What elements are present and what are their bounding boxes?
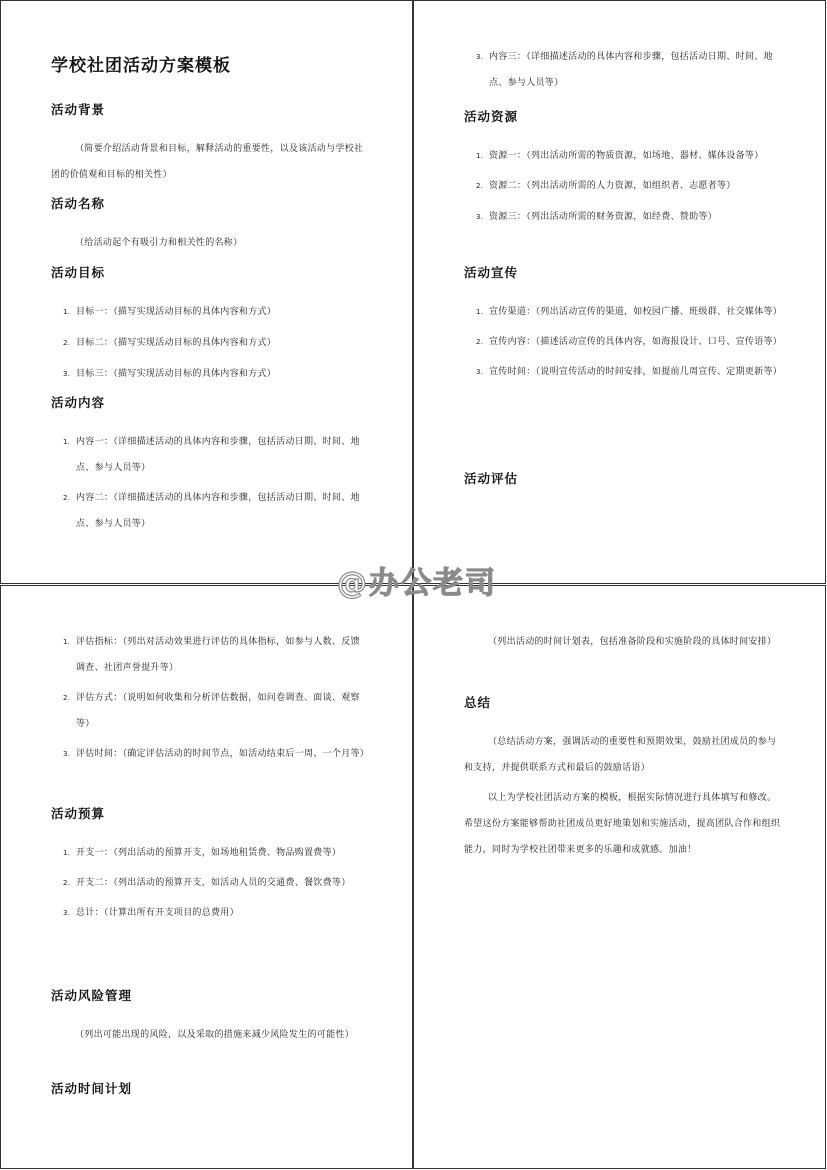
list-text: 内容三：（详细描述活动的具体内容和步骤，包括活动日期、时间、地点、参与人员等）: [489, 52, 773, 88]
list-item: [51, 900, 368, 926]
document-title: 学校社团活动方案模板: [51, 56, 231, 76]
list-number: 3.: [63, 370, 71, 378]
list-text: 目标二：（描写实现活动目标的具体内容和方式）: [76, 338, 277, 348]
list-item: [51, 485, 368, 537]
list-text: 宣传时间：（说明宣传活动的时间安排，如提前几周宣传、定期更新等）: [489, 367, 783, 377]
document-title-block: [51, 51, 368, 76]
section-schedule-cont: [464, 629, 781, 655]
list-item: [51, 361, 368, 387]
list-number: 2.: [63, 879, 71, 887]
list-item: [51, 685, 368, 737]
list-number: 3.: [476, 213, 484, 221]
list-item: [464, 173, 781, 199]
list-number: 1.: [63, 638, 71, 646]
risk-text: （列出可能出现的风险，以及采取的措施来减少风险发生的可能性）: [75, 1030, 355, 1040]
section-schedule: [51, 1079, 368, 1097]
list-item: [464, 44, 781, 96]
list-text: 资源一：（列出活动所需的物质资源，如场地、器材、媒体设备等）: [489, 151, 764, 161]
list-item: [51, 840, 368, 866]
list-number: 2.: [63, 694, 71, 702]
list-number: 2.: [63, 494, 71, 502]
name-text: （给活动起个有吸引力和相关性的名称）: [75, 238, 243, 248]
page-3: [0, 585, 413, 1169]
list-item: [464, 143, 781, 169]
list-number: 2.: [476, 182, 484, 190]
list-number: 2.: [476, 338, 484, 346]
list-text: 宣传内容：（描述活动宣传的具体内容，如海报设计、口号、宣传语等）: [489, 337, 783, 347]
list-text: 目标三：（描写实现活动目标的具体内容和方式）: [76, 369, 277, 379]
list-item: [51, 870, 368, 896]
section-evaluation: [464, 469, 781, 487]
heading-budget: 活动预算: [51, 806, 106, 821]
list-text: 评估方式：（说明如何收集和分析评估数据，如问卷调查、面谈、观察等）: [76, 693, 360, 729]
heading-name: 活动名称: [51, 196, 106, 211]
background-text: （简要介绍活动背景和目标，解释活动的重要性，以及该活动与学校社团的价值观和目标的相关性）: [51, 144, 364, 180]
heading-content: 活动内容: [51, 395, 106, 410]
list-item: [464, 299, 781, 325]
list-text: 目标一：（描写实现活动目标的具体内容和方式）: [76, 307, 277, 317]
list-text: 评估时间：（确定评估活动的时间节点，如活动结束后一周、一个月等）: [76, 749, 370, 759]
list-item: [51, 299, 368, 325]
list-number: 1.: [63, 849, 71, 857]
list-item: [464, 359, 781, 385]
page-4: [413, 585, 826, 1169]
watermark-logo: @办公老司: [337, 566, 497, 601]
list-item: [51, 330, 368, 356]
list-text: 资源二：（列出活动所需的人力资源，如组织者、志愿者等）: [489, 181, 736, 191]
list-text: 总计：（计算出所有开支项目的总费用）: [76, 908, 239, 918]
section-content-cont: [464, 44, 781, 96]
section-name: [51, 194, 368, 256]
section-promotion: [464, 263, 781, 385]
list-text: 内容二：（详细描述活动的具体内容和步骤，包括活动日期、时间、地点、参与人员等）: [76, 493, 360, 529]
section-resources: [464, 107, 781, 230]
heading-schedule: 活动时间计划: [51, 1081, 133, 1096]
list-text: 内容一：（详细描述活动的具体内容和步骤，包括活动日期、时间、地点、参与人员等）: [76, 437, 360, 473]
list-number: 1.: [476, 308, 484, 316]
page-2: [413, 0, 826, 584]
list-number: 3.: [63, 909, 71, 917]
section-background: [51, 100, 368, 188]
heading-background: 活动背景: [51, 102, 106, 117]
list-item: [464, 329, 781, 355]
section-summary: [464, 693, 781, 863]
list-item: [51, 741, 368, 767]
heading-evaluation: 活动评估: [464, 471, 519, 486]
list-text: 开支二：（列出活动的预算开支，如活动人员的交通费、餐饮费等）: [76, 878, 351, 888]
heading-goals: 活动目标: [51, 265, 106, 280]
list-number: 1.: [63, 438, 71, 446]
list-number: 3.: [476, 53, 484, 61]
list-item: [51, 429, 368, 481]
section-goals: [51, 263, 368, 387]
section-budget: [51, 804, 368, 926]
list-number: 1.: [476, 152, 484, 160]
closing-text: 以上为学校社团活动方案的模板，根据实际情况进行具体填写和修改。希望这份方案能够帮助社团成员更好地策划和实施活动，提高团队合作和组织能力，同时为学校社团带来更多的乐趣和成就感。加油！: [464, 793, 781, 855]
summary-text: （总结活动方案，强调活动的重要性和预期效果，鼓励社团成员的参与和支持，并提供联系方式和最后的鼓励话语）: [464, 737, 777, 773]
page-1: [0, 0, 413, 584]
list-number: 1.: [63, 308, 71, 316]
section-evaluation-list: [51, 629, 368, 767]
list-text: 评估指标：（列出对活动效果进行评估的具体指标，如参与人数、反馈调查、社团声誉提升等）: [76, 637, 360, 673]
list-item: [51, 629, 368, 681]
list-text: 开支一：（列出活动的预算开支，如场地租赁费、物品购置费等）: [76, 848, 342, 858]
schedule-text: （列出活动的时间计划表，包括准备阶段和实施阶段的具体时间安排）: [488, 637, 777, 647]
heading-promotion: 活动宣传: [464, 265, 519, 280]
list-number: 2.: [63, 339, 71, 347]
list-text: 资源三：（列出活动所需的财务资源，如经费、赞助等）: [489, 212, 718, 222]
heading-summary: 总结: [464, 695, 492, 710]
list-item: [464, 204, 781, 230]
heading-risk: 活动风险管理: [51, 988, 133, 1003]
section-content: [51, 393, 368, 537]
section-risk: [51, 986, 368, 1048]
list-number: 3.: [63, 750, 71, 758]
list-text: 宣传渠道：（列出活动宣传的渠道，如校园广播、班级群、社交媒体等）: [489, 307, 783, 317]
list-number: 3.: [476, 368, 484, 376]
heading-resources: 活动资源: [464, 109, 519, 124]
